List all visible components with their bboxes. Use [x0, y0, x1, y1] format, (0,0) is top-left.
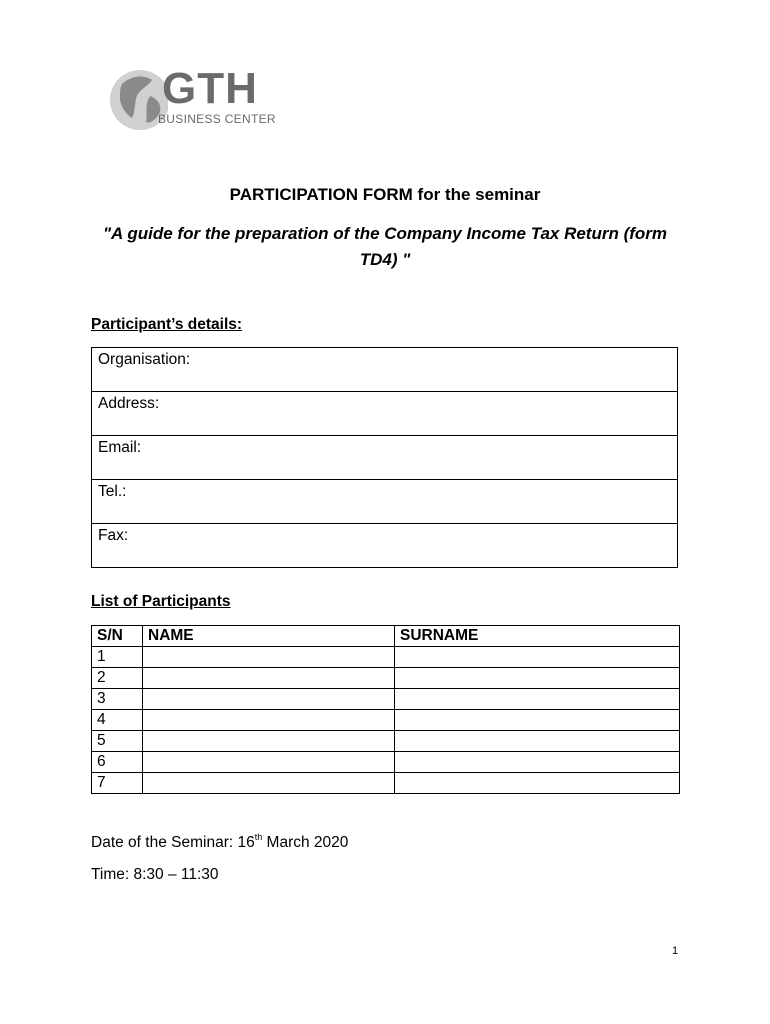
seminar-time: Time: 8:30 – 11:30	[91, 866, 219, 883]
fax-field[interactable]: Fax:	[92, 524, 678, 568]
name-cell[interactable]	[143, 752, 395, 773]
table-header-row	[92, 626, 680, 647]
date-ordinal-suffix: th	[254, 832, 263, 842]
logo-subtitle-text: BUSINESS CENTER	[158, 112, 276, 126]
surname-cell[interactable]	[395, 773, 680, 794]
seminar-subtitle: "A guide for the preparation of the Company Income Tax Return (form TD4) "	[102, 224, 668, 269]
name-cell[interactable]	[143, 710, 395, 731]
table-row	[92, 710, 680, 731]
row-number: 2	[92, 668, 143, 689]
seminar-date-month-year: March 2020	[262, 834, 349, 851]
form-title: PARTICIPATION FORM for the seminar	[229, 185, 541, 204]
seminar-date-label: Date of the Seminar: 16	[91, 834, 255, 851]
surname-cell[interactable]	[395, 689, 680, 710]
name-cell[interactable]	[143, 731, 395, 752]
table-row	[92, 689, 680, 710]
name-cell[interactable]	[143, 668, 395, 689]
table-row	[92, 752, 680, 773]
surname-cell[interactable]	[395, 752, 680, 773]
row-number: 4	[92, 710, 143, 731]
column-header-name: NAME	[143, 626, 395, 647]
row-number: 5	[92, 731, 143, 752]
seminar-date	[91, 832, 348, 852]
surname-cell[interactable]	[395, 647, 680, 668]
surname-cell[interactable]	[395, 710, 680, 731]
table-row	[92, 773, 680, 794]
organisation-field[interactable]: Organisation:	[92, 348, 678, 392]
row-number: 3	[92, 689, 143, 710]
name-cell[interactable]	[143, 689, 395, 710]
table-row	[92, 731, 680, 752]
list-of-participants-heading: List of Participants	[91, 593, 231, 610]
table-row	[92, 647, 680, 668]
gth-logo	[108, 66, 288, 136]
tel-field[interactable]: Tel.:	[92, 480, 678, 524]
row-number: 6	[92, 752, 143, 773]
participant-details-table	[91, 347, 678, 568]
row-number: 1	[92, 647, 143, 668]
name-cell[interactable]	[143, 773, 395, 794]
logo-brand-text: GTH	[162, 64, 258, 113]
column-header-surname: SURNAME	[395, 626, 680, 647]
address-field[interactable]: Address:	[92, 392, 678, 436]
surname-cell[interactable]	[395, 731, 680, 752]
column-header-sn: S/N	[92, 626, 143, 647]
row-number: 7	[92, 773, 143, 794]
participants-table	[91, 625, 680, 794]
table-row	[92, 668, 680, 689]
name-cell[interactable]	[143, 647, 395, 668]
participant-details-heading: Participant’s details:	[91, 316, 243, 333]
email-field[interactable]: Email:	[92, 436, 678, 480]
page-number: 1	[672, 945, 679, 957]
surname-cell[interactable]	[395, 668, 680, 689]
